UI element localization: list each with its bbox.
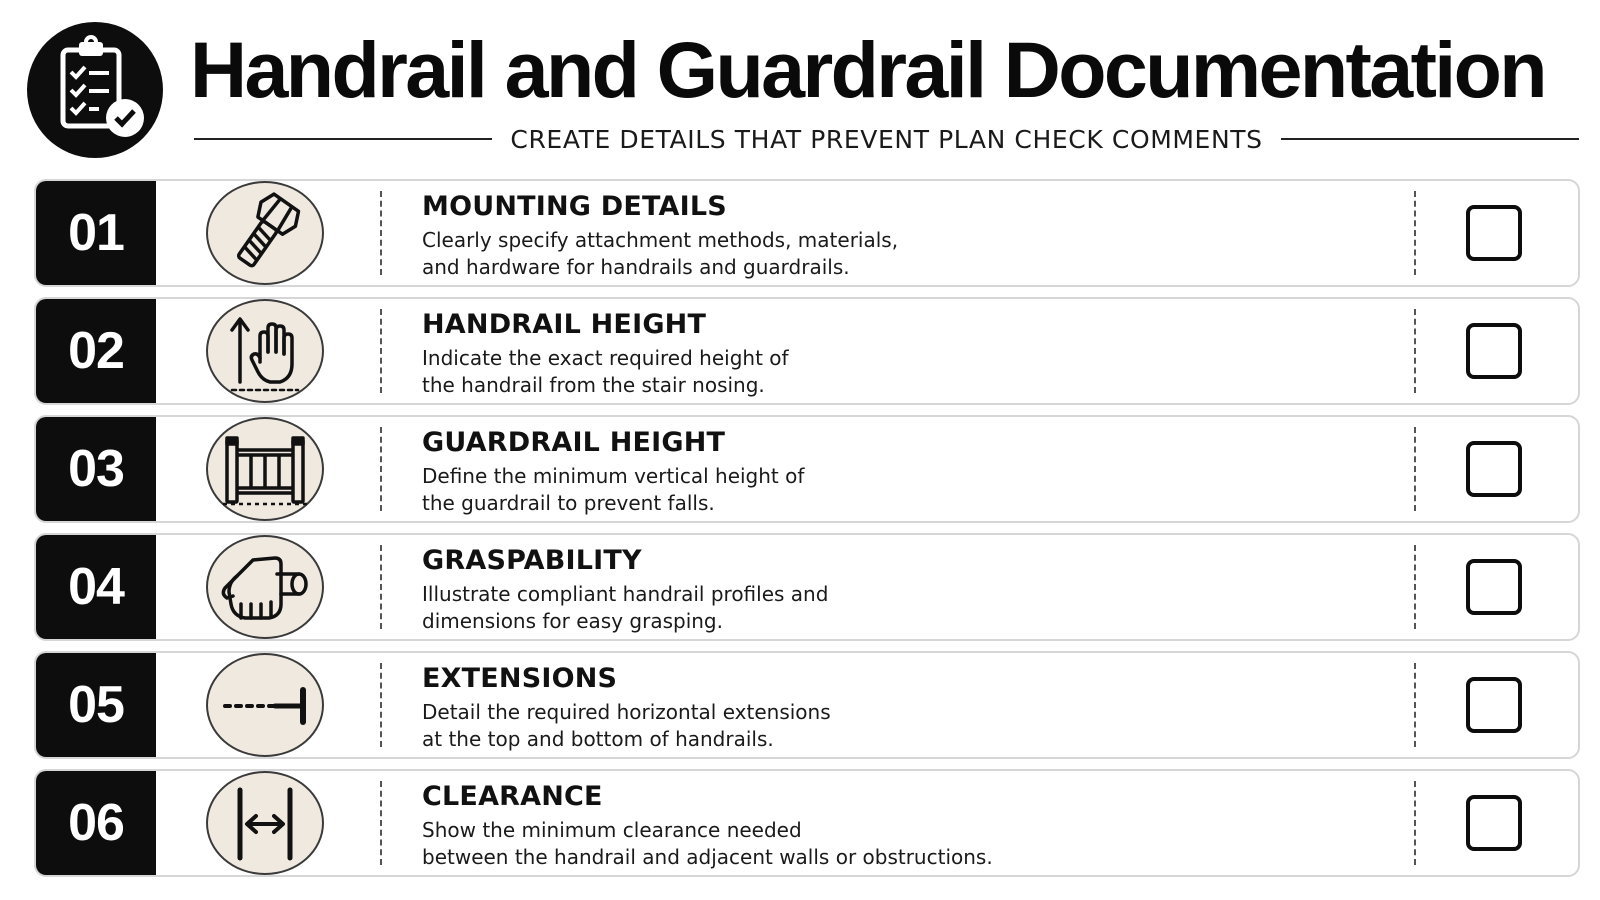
item-description: Define the minimum vertical height of the guardrail to prevent falls. [422,464,805,515]
subtitle-rule-left [194,138,492,140]
bolt-icon [206,181,324,285]
divider [380,427,382,511]
checkbox[interactable] [1466,205,1522,261]
checklist-item [34,651,1580,759]
subtitle-bar [194,122,1579,156]
checklist-item [34,415,1580,523]
clipboard-checklist-icon [27,22,163,158]
item-description: Show the minimum clearance needed between the handrail and adjacent walls or obstructions. [422,818,993,869]
checklist-item [34,297,1580,405]
item-title: CLEARANCE [422,781,603,812]
item-number: 06 [36,771,156,875]
item-number: 01 [36,181,156,285]
guardrail-icon [206,417,324,521]
item-title: HANDRAIL HEIGHT [422,309,707,340]
divider [1414,663,1416,747]
item-number: 03 [36,417,156,521]
checkbox[interactable] [1466,677,1522,733]
item-description: Indicate the exact required height of the handrail from the stair nosing. [422,346,789,397]
item-number: 02 [36,299,156,403]
checkbox[interactable] [1466,323,1522,379]
item-number: 05 [36,653,156,757]
checklist-item [34,179,1580,287]
divider [1414,545,1416,629]
item-title: GRASPABILITY [422,545,642,576]
item-title: MOUNTING DETAILS [422,191,727,222]
item-description: Illustrate compliant handrail profiles and dimensions for easy grasping. [422,582,829,633]
checklist [34,179,1580,887]
page-subtitle: CREATE DETAILS THAT PREVENT PLAN CHECK COMMENTS [510,124,1263,154]
hand-grasp-icon [206,535,324,639]
divider [380,545,382,629]
divider [1414,191,1416,275]
item-number: 04 [36,535,156,639]
divider [380,191,382,275]
checkbox[interactable] [1466,559,1522,615]
divider [380,309,382,393]
page-title: Handrail and Guardrail Documentation [190,25,1545,114]
extension-icon [206,653,324,757]
checkbox[interactable] [1466,441,1522,497]
divider [1414,781,1416,865]
subtitle-rule-right [1281,138,1579,140]
checkbox[interactable] [1466,795,1522,851]
hand-height-icon [206,299,324,403]
checklist-item [34,769,1580,877]
divider [1414,309,1416,393]
item-title: EXTENSIONS [422,663,618,694]
item-description: Detail the required horizontal extensions at the top and bottom of handrails. [422,700,831,751]
divider [380,781,382,865]
divider [380,663,382,747]
checklist-item [34,533,1580,641]
divider [1414,427,1416,511]
clearance-icon [206,771,324,875]
item-title: GUARDRAIL HEIGHT [422,427,726,458]
item-description: Clearly specify attachment methods, materials, and hardware for handrails and guardrails. [422,228,899,279]
